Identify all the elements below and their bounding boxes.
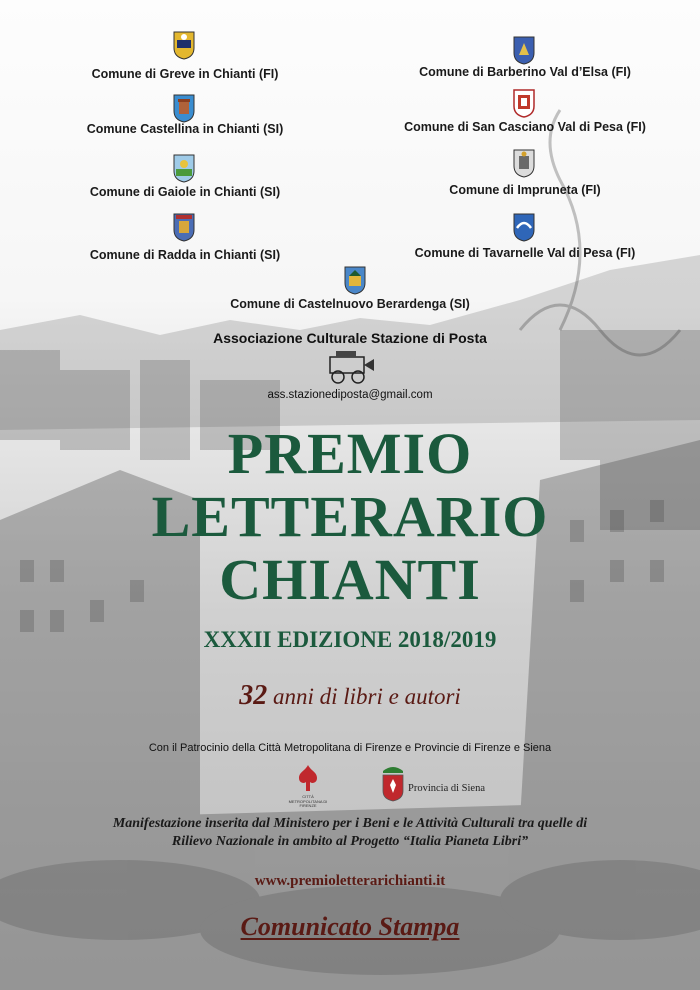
website-link[interactable]: www.premioletterarichianti.it (254, 873, 446, 889)
municipality-impruneta: Comune di Impruneta (FI) (449, 183, 601, 197)
municipality-castellina: Comune Castellina in Chianti (SI) (86, 122, 284, 136)
province-siena-crest-icon (380, 763, 406, 803)
municipality-san-casciano: Comune di San Casciano Val di Pesa (FI) (404, 120, 646, 134)
province-siena-label: Provincia di Siena (408, 783, 485, 794)
manifestation-line-2: Rilievo Nazionale in ambito al Progetto “Italia Pianeta Libri” (171, 834, 529, 849)
title-line-premio: PREMIO (227, 421, 473, 486)
municipality-radda: Comune di Radda in Chianti (SI) (89, 248, 281, 262)
metropolitan-city-label: CITTÀ METROPOLITANA DI FIRENZE (288, 794, 328, 808)
manifestation-note (0, 815, 700, 851)
castellina-crest-icon (173, 93, 195, 123)
association-email[interactable]: ass.stazionediposta@gmail.com (267, 389, 433, 401)
patronage-text: Con il Patrocinio della Città Metropolitana di Firenze e Provincie di Firenze e Siena (148, 742, 552, 754)
castelnuovo-crest-icon (344, 265, 366, 295)
barberino-crest-icon (513, 35, 535, 65)
stagecoach-icon (328, 347, 376, 385)
title-line-chianti: CHIANTI (219, 547, 481, 612)
tavarnelle-crest-icon (513, 212, 535, 242)
impruneta-crest-icon (513, 148, 535, 178)
press-release-heading: Comunicato Stampa (240, 912, 460, 941)
greve-crest-icon (173, 30, 195, 60)
municipality-barberino: Comune di Barberino Val d’Elsa (FI) (419, 65, 631, 79)
edition: XXXII EDIZIONE 2018/2019 (203, 627, 497, 652)
san-casciano-crest-icon (513, 88, 535, 118)
title-line-letterario: LETTERARIO (151, 484, 549, 549)
tagline (0, 680, 700, 712)
association-name: Associazione Culturale Stazione di Posta (213, 330, 487, 346)
tagline-text: anni di libri e autori (272, 684, 461, 709)
metropolitan-city-logo-icon (293, 763, 323, 795)
tagline-number: 32 (239, 680, 268, 711)
gaiole-crest-icon (173, 153, 195, 183)
municipality-castelnuovo: Comune di Castelnuovo Berardenga (SI) (230, 297, 470, 311)
municipality-gaiole: Comune di Gaiole in Chianti (SI) (89, 185, 281, 199)
radda-crest-icon (173, 212, 195, 242)
municipality-greve: Comune di Greve in Chianti (FI) (91, 67, 279, 81)
municipality-tavarnelle: Comune di Tavarnelle Val di Pesa (FI) (414, 246, 636, 260)
manifestation-line-1: Manifestazione inserita dal Ministero per i Beni e le Attività Culturali tra quelle di (112, 816, 588, 831)
